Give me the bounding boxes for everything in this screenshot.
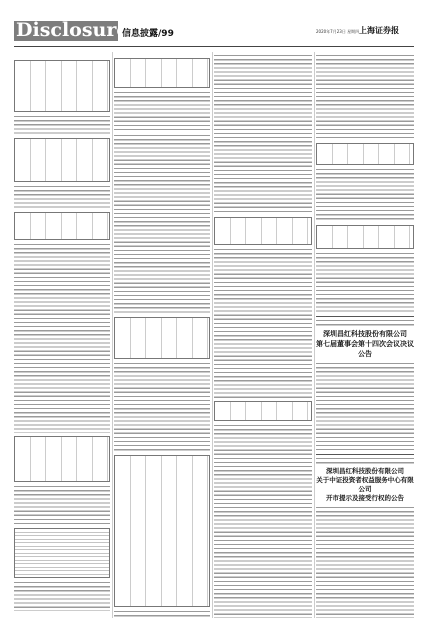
page-number: /99 xyxy=(158,29,174,39)
text-block xyxy=(214,248,312,398)
header-rule xyxy=(14,46,414,47)
page-header xyxy=(0,0,428,46)
stock-code-line xyxy=(316,319,414,327)
column-divider xyxy=(314,52,315,618)
announcement-title xyxy=(316,467,414,503)
column-divider xyxy=(212,52,213,618)
text-block xyxy=(316,362,414,450)
column-2 xyxy=(114,52,210,618)
text-block xyxy=(14,243,110,433)
data-table xyxy=(316,143,414,165)
announcement-title-line: 关于中证投资者权益服务中心有限公司 xyxy=(316,476,414,493)
text-block xyxy=(316,506,414,618)
announcement-divider xyxy=(316,316,414,317)
stock-code-line xyxy=(316,457,414,465)
data-table xyxy=(14,60,110,112)
text-block xyxy=(14,185,110,209)
text-block xyxy=(316,54,414,140)
announcement-title-line: 深圳昌红科技股份有限公司 xyxy=(323,329,407,338)
data-table xyxy=(214,401,312,421)
data-table xyxy=(316,225,414,249)
announcement-title xyxy=(316,329,414,359)
text-block xyxy=(114,610,210,618)
text-block xyxy=(114,91,210,131)
text-block xyxy=(214,424,312,618)
announcement-title-line: 深圳昌红科技股份有限公司 xyxy=(326,467,404,475)
column-4 xyxy=(316,52,414,618)
text-block xyxy=(114,134,210,314)
data-table xyxy=(14,212,110,240)
announcement-title-line: 第七届董事会第十四次会议决议公告 xyxy=(316,339,414,358)
text-block xyxy=(214,54,312,214)
text-block xyxy=(114,362,210,452)
issue-date: 2020年7月23日 星期四 xyxy=(316,29,360,34)
text-block xyxy=(316,252,414,312)
newspaper-name: 上海证券报 xyxy=(359,25,399,35)
text-block xyxy=(316,168,414,222)
data-table xyxy=(114,317,210,359)
column-divider xyxy=(112,52,113,618)
text-block xyxy=(14,581,110,611)
text-block xyxy=(14,485,110,525)
data-table xyxy=(114,455,210,607)
column-1 xyxy=(14,52,110,618)
data-table xyxy=(14,528,110,578)
disclosure-logo: Disclosure xyxy=(16,19,129,41)
data-table xyxy=(114,58,210,88)
data-table xyxy=(14,436,110,482)
column-3 xyxy=(214,52,312,618)
section-title: 信息披露/99 xyxy=(122,29,174,39)
data-table xyxy=(214,217,312,245)
announcement-title-line: 开市提示及接受行权的公告 xyxy=(326,494,404,502)
data-table xyxy=(14,138,110,182)
text-block xyxy=(14,115,110,135)
announcement-divider xyxy=(316,454,414,455)
